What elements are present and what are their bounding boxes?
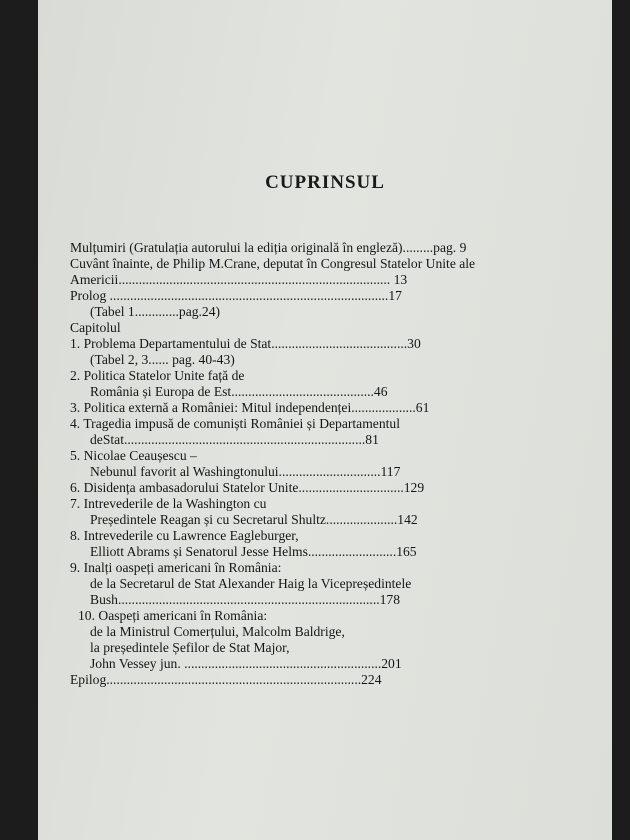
toc-entry-tables-2-3: (Tabel 2, 3...... pag. 40-43) bbox=[90, 352, 235, 367]
toc-entry-chapter-10-cont-2: la președintele Șefilor de Stat Major, bbox=[90, 640, 290, 655]
toc-entry-epilogue: Epilog...........................................................................224 bbox=[70, 672, 382, 687]
toc-entry-chapter-3: 3. Politica externă a României: Mitul independenței...................61 bbox=[70, 400, 430, 415]
toc-entry-chapter-7: 7. Intrevederile de la Washington cu bbox=[70, 496, 267, 511]
toc-entry-prologue: Prolog ..................................................................................17 bbox=[70, 288, 402, 303]
toc-entry-chapter-10-cont: de la Ministrul Comerțului, Malcolm Baldrige, bbox=[90, 624, 345, 639]
toc-entry-chapter-4: 4. Tragedia impusă de comuniști României și Departamentul bbox=[70, 416, 400, 431]
toc-entry-chapter-6: 6. Disidența ambasadorului Statelor Unite...............................129 bbox=[70, 480, 425, 495]
toc-entry-chapter-4-cont: deStat.......................................................................81 bbox=[90, 432, 379, 447]
toc-entry-chapter-10: 10. Oaspeți americani în România: bbox=[78, 608, 268, 623]
toc-entry-chapter-9-cont: de la Secretarul de Stat Alexander Haig la Vicepreședintele bbox=[90, 576, 412, 591]
toc-entry-chapter-8-cont: Elliott Abrams și Senatorul Jesse Helms..........................165 bbox=[90, 544, 417, 559]
toc-entry-chapter-10-cont-3: John Vessey jun. ..........................................................201 bbox=[90, 656, 402, 671]
toc-entry-foreword: Cuvânt înainte, de Philip M.Crane, deputat în Congresul Statelor Unite ale bbox=[70, 256, 476, 271]
toc-entry-chapter-5-cont: Nebunul favorit al Washingtonului..............................117 bbox=[90, 464, 401, 479]
book-page bbox=[38, 0, 612, 840]
toc-entry-chapter-5: 5. Nicolae Ceaușescu – bbox=[70, 448, 197, 463]
toc-entry-acknowledgements: Mulțumiri (Gratulația autorului la ediția originală în engleză).........pag. 9 bbox=[70, 240, 467, 255]
toc-entry-chapter-9: 9. Inalți oaspeți americani în România: bbox=[70, 560, 282, 575]
toc-entry-chapter-1: 1. Problema Departamentului de Stat........................................30 bbox=[70, 336, 421, 351]
toc-entry-foreword-cont: Americii................................................................................ 13 bbox=[70, 272, 408, 287]
toc-entry-table-1: (Tabel 1.............pag.24) bbox=[90, 304, 221, 319]
toc-entry-chapter-8: 8. Intrevederile cu Lawrence Eagleburger, bbox=[70, 528, 299, 543]
toc-entry-chapter-2-cont: România și Europa de Est..........................................46 bbox=[90, 384, 388, 399]
toc-heading-chapter: Capitolul bbox=[70, 320, 121, 335]
toc-entry-chapter-9-cont-2: Bush.............................................................................178 bbox=[90, 592, 401, 607]
toc-entry-chapter-7-cont: Președintele Reagan și cu Secretarul Shultz.....................142 bbox=[90, 512, 418, 527]
page-title: CUPRINSUL bbox=[265, 172, 385, 193]
toc-entry-chapter-2: 2. Politica Statelor Unite față de bbox=[70, 368, 245, 383]
